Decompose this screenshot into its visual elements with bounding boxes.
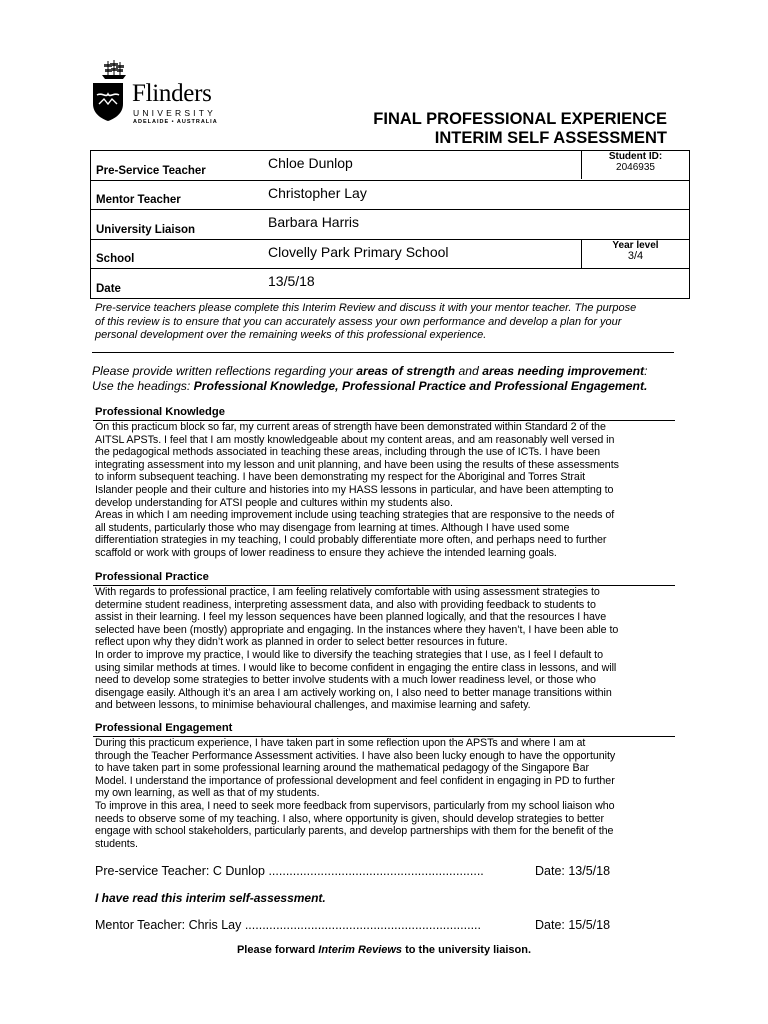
text-line: To improve in this area, I need to seek more feedback from supervisors, particularly from my school liaison who (95, 799, 615, 812)
year-level-label: Year level (612, 239, 659, 251)
mentor-signature: Mentor Teacher: Chris Lay .................................................................... (95, 918, 481, 932)
school-value: Clovelly Park Primary School (268, 243, 449, 260)
text-line: assist in their learning. I feel my lesson sequences have been planned logically, and that the resources I have (95, 611, 607, 624)
brand-name: Flinders (132, 80, 212, 107)
student-id-label: Student ID: (608, 151, 663, 162)
document-title-line2: INTERIM SELF ASSESSMENT (434, 129, 667, 147)
details-table (90, 150, 690, 299)
text-line: needs to observe some of my teaching. I also, where opportunity is given, should develop strategies to better (95, 812, 605, 825)
text-line: disengage easily. Although it’s an area I am actively working on, I also need to better manage transitions within (95, 686, 612, 699)
text-line: and between lessons, to minimise behavioural challenges, and maximise learning and safety. (95, 699, 531, 712)
intro-line: personal development over the remaining weeks of this professional experience. (95, 329, 487, 342)
prompt-text: Please provide written reflections regarding your (92, 364, 357, 378)
text-line: Islander people and their culture and histories into my HASS lessons in particular, and have been attempting to (95, 483, 614, 496)
intro-line: of this review is to ensure that you can accurately assess your own performance and develop a plan for your (95, 315, 622, 328)
date-value: 13/5/18 (268, 273, 315, 290)
row-university-liaison (91, 210, 689, 240)
text-line: In order to improve my practice, I would like to diversify the teaching strategies that I use, as I feel I default to (95, 648, 603, 661)
text-line: Areas in which I am needing improvement include using teaching strategies that are responsive to the needs of (95, 509, 615, 522)
text-line: all students, particularly those who may disengage from learning at times. Although I have used some (95, 521, 570, 534)
forward-emphasis: Interim Reviews (318, 944, 403, 956)
section-body-knowledge (95, 421, 680, 560)
row-pre-service-teacher (91, 151, 689, 181)
text-line: my own learning, as well as that of my students. (95, 787, 320, 800)
date-label: Date (96, 282, 121, 295)
flinders-logo (92, 60, 232, 130)
text-line: determine student readiness, interpreting assessment data, and also with providing feedback to students to (95, 598, 596, 611)
text-line: to inform subsequent teaching. I have been demonstrating my respect for the Aboriginal and Torres Strait (95, 471, 586, 484)
student-id-cell (581, 151, 689, 179)
text-line: reflect upon why they didn’t work as planned in order to select better resources in future. (95, 636, 508, 649)
row-school (91, 240, 689, 270)
prompt-text: : (644, 364, 648, 378)
text-line: engage with school stakeholders, particularly parents, and develop partnerships with them for the benefit of the (95, 825, 614, 838)
text-line: Model. I understand the importance of professional development and feel confident in engaging in PD to further (95, 774, 615, 787)
forward-instruction (0, 944, 768, 956)
intro-paragraph (95, 302, 685, 343)
mentor-teacher-value: Christopher Lay (268, 184, 367, 201)
university-liaison-value: Barbara Harris (268, 214, 360, 231)
year-level-value: 3/4 (627, 249, 644, 262)
forward-text: to the university liaison. (402, 944, 532, 956)
pre-service-signature-date: Date: 13/5/18 (535, 864, 611, 878)
prompt-improvement: areas needing improvement (482, 364, 645, 378)
prompt-text: and (455, 364, 483, 378)
prompt-text: Use the headings: (92, 379, 194, 393)
reflection-prompt-line1 (92, 364, 692, 379)
section-title-practice: Professional Practice (95, 571, 209, 583)
read-statement: I have read this interim self-assessment. (95, 891, 326, 905)
text-line: integrating assessment into my lesson and unit planning, and have been using the results of these assessments (95, 458, 619, 471)
university-liaison-label: University Liaison (96, 223, 196, 236)
text-line: differentiation strategies in my teaching, I could probably differentiate more often, and perhaps need to further (95, 534, 607, 547)
text-line: through the Teacher Performance Assessment activities. I have also been lucky enough to have the opportunity (95, 749, 616, 762)
pre-service-signature: Pre-service Teacher: C Dunlop .............................................................. (95, 864, 484, 878)
text-line: to have taken part in some professional learning around the mathematical pedagogy of the Singapore Bar (95, 762, 589, 775)
section-body-engagement (95, 737, 680, 850)
forward-text: Please forward (236, 944, 319, 956)
mentor-signature-date: Date: 15/5/18 (535, 918, 611, 932)
text-line: students. (95, 837, 138, 850)
section-title-knowledge: Professional Knowledge (95, 406, 225, 418)
student-id-value: 2046935 (616, 162, 655, 173)
divider (92, 352, 674, 353)
text-line: using similar methods at times. I would like to become confident in engaging the entire class in lessons, and will (95, 661, 617, 674)
text-line: need to develop some strategies to better involve students with a much lower readiness level, or those who (95, 674, 596, 687)
mentor-teacher-label: Mentor Teacher (96, 194, 181, 207)
text-line: On this practicum block so far, my current areas of strength have been demonstrated within Standard 2 of the (95, 421, 606, 433)
text-line: selected have been (mostly) appropriate and engaging. In the instances where they haven’t, I have been able to (95, 623, 619, 636)
text-line: During this practicum experience, I have taken part in some reflection upon the APSTs and where I am at (95, 737, 586, 749)
shield-icon (92, 82, 124, 122)
reflection-prompt-line2 (92, 379, 692, 394)
brand-university: UNIVERSITY (133, 108, 217, 118)
section-body-practice (95, 586, 680, 712)
text-line: the pedagogical methods associated in teaching these areas, including through the use of ICTs. I have been (95, 446, 601, 459)
year-level-cell (581, 240, 689, 268)
row-date (91, 269, 689, 298)
text-line: With regards to professional practice, I am feeling relatively comfortable with using assessment strategies to (95, 586, 600, 598)
school-label: School (96, 253, 135, 266)
text-line: develop understanding for ATSI people and cultures within my students also. (95, 496, 453, 509)
prompt-headings: Professional Knowledge, Professional Practice and Professional Engagement. (193, 379, 648, 393)
ship-icon (100, 60, 128, 80)
text-line: scaffold or work with groups of lower readiness to ensure they achieve the intended learning goals. (95, 546, 557, 559)
pre-service-teacher-value: Chloe Dunlop (268, 155, 353, 171)
brand-location: ADELAIDE • AUSTRALIA (133, 119, 218, 125)
row-mentor-teacher (91, 181, 689, 211)
intro-line: Pre-service teachers please complete this Interim Review and discuss it with your mentor teacher. The purpose (95, 302, 637, 314)
text-line: AITSL APSTs. I feel that I am mostly knowledgeable about my content areas, and am reasonably well versed in (95, 433, 615, 446)
section-title-engagement: Professional Engagement (95, 722, 233, 734)
prompt-strength: areas of strength (356, 364, 456, 378)
pre-service-teacher-label: Pre-Service Teacher (96, 164, 206, 177)
document-title-line1: FINAL PROFESSIONAL EXPERIENCE (373, 110, 667, 128)
